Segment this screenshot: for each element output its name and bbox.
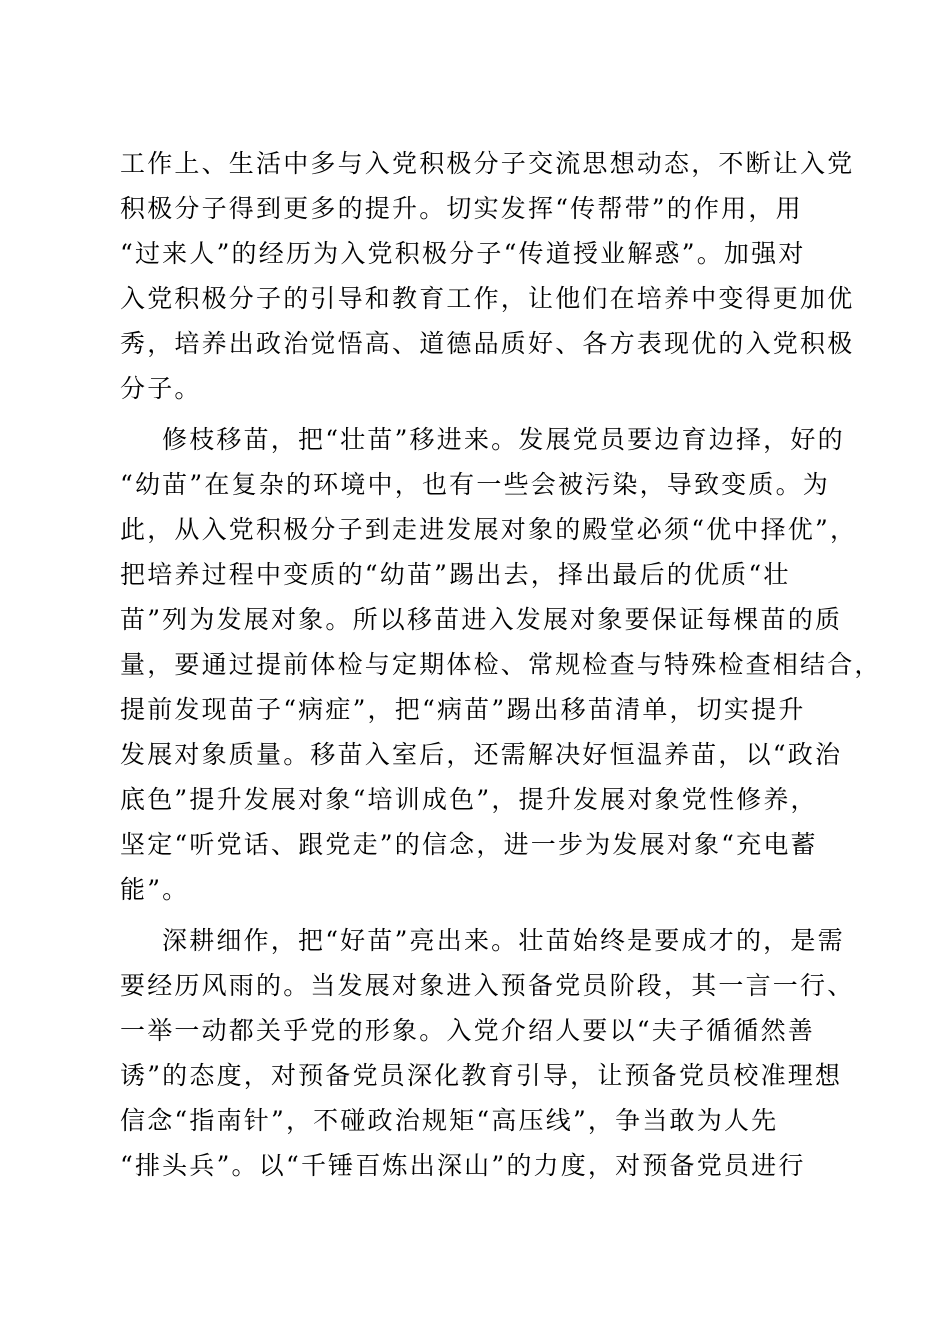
paragraph-line: 入党积极分子的引导和教育工作，让他们在培养中变得更加优 (120, 284, 855, 313)
paragraph-line: 此，从入党积极分子到走进发展对象的殿堂必须“优中择优”， (120, 515, 858, 544)
paragraph-line: 坚定“听党话、跟党走”的信念，进一步为发展对象“充电蓄 (120, 830, 818, 859)
paragraph-line: 秀，培养出政治觉悟高、道德品质好、各方表现优的入党积极 (120, 329, 855, 358)
paragraph-line: 能”。 (120, 875, 190, 904)
paragraph-3 (120, 918, 855, 1188)
paragraph-line: 信念“指南针”，不碰政治规矩“高压线”，争当敢为人先 (120, 1106, 779, 1135)
paragraph-line: 一举一动都关乎党的形象。入党介绍人要以“夫子循循然善 (120, 1016, 815, 1045)
paragraph-line: “幼苗”在复杂的环境中，也有一些会被污染，导致变质。为 (120, 470, 830, 499)
paragraph-line: 工作上、生活中多与入党积极分子交流思想动态，不断让入党 (120, 149, 855, 178)
paragraph-line: 分子。 (120, 374, 202, 403)
paragraph-line: 修枝移苗，把“壮苗”移进来。发展党员要边育边择，好的 (162, 425, 845, 454)
paragraph-line: 底色”提升发展对象“培训成色”，提升发展对象党性修养， (120, 785, 818, 814)
paragraph-line: 量，要通过提前体检与定期体检、常规检查与特殊检查相结合， (120, 650, 882, 679)
paragraph-line: 苗”列为发展对象。所以移苗进入发展对象要保证每棵苗的质 (120, 605, 843, 634)
paragraph-2 (120, 417, 882, 912)
paragraph-line: 提前发现苗子“病症”，把“病苗”踢出移苗清单，切实提升 (120, 695, 806, 724)
paragraph-line: 积极分子得到更多的提升。切实发挥“传帮带”的作用，用 (120, 194, 803, 223)
paragraph-line: “排头兵”。以“千锤百炼出深山”的力度，对预备党员进行 (120, 1151, 806, 1180)
paragraph-line: 发展对象质量。移苗入室后，还需解决好恒温养苗，以“政治 (120, 740, 843, 769)
paragraph-line: 诱”的态度，对预备党员深化教育引导，让预备党员校准理想 (120, 1061, 843, 1090)
paragraph-1 (120, 141, 855, 411)
paragraph-line: “过来人”的经历为入党积极分子“传道授业解惑”。加强对 (120, 239, 806, 268)
paragraph-line: 要经历风雨的。当发展对象进入预备党员阶段，其一言一行、 (120, 971, 855, 1000)
document-body (120, 141, 882, 1188)
paragraph-line: 深耕细作，把“好苗”亮出来。壮苗始终是要成才的，是需 (162, 926, 845, 955)
paragraph-line: 把培养过程中变质的“幼苗”踢出去，择出最后的优质“壮 (120, 560, 791, 589)
